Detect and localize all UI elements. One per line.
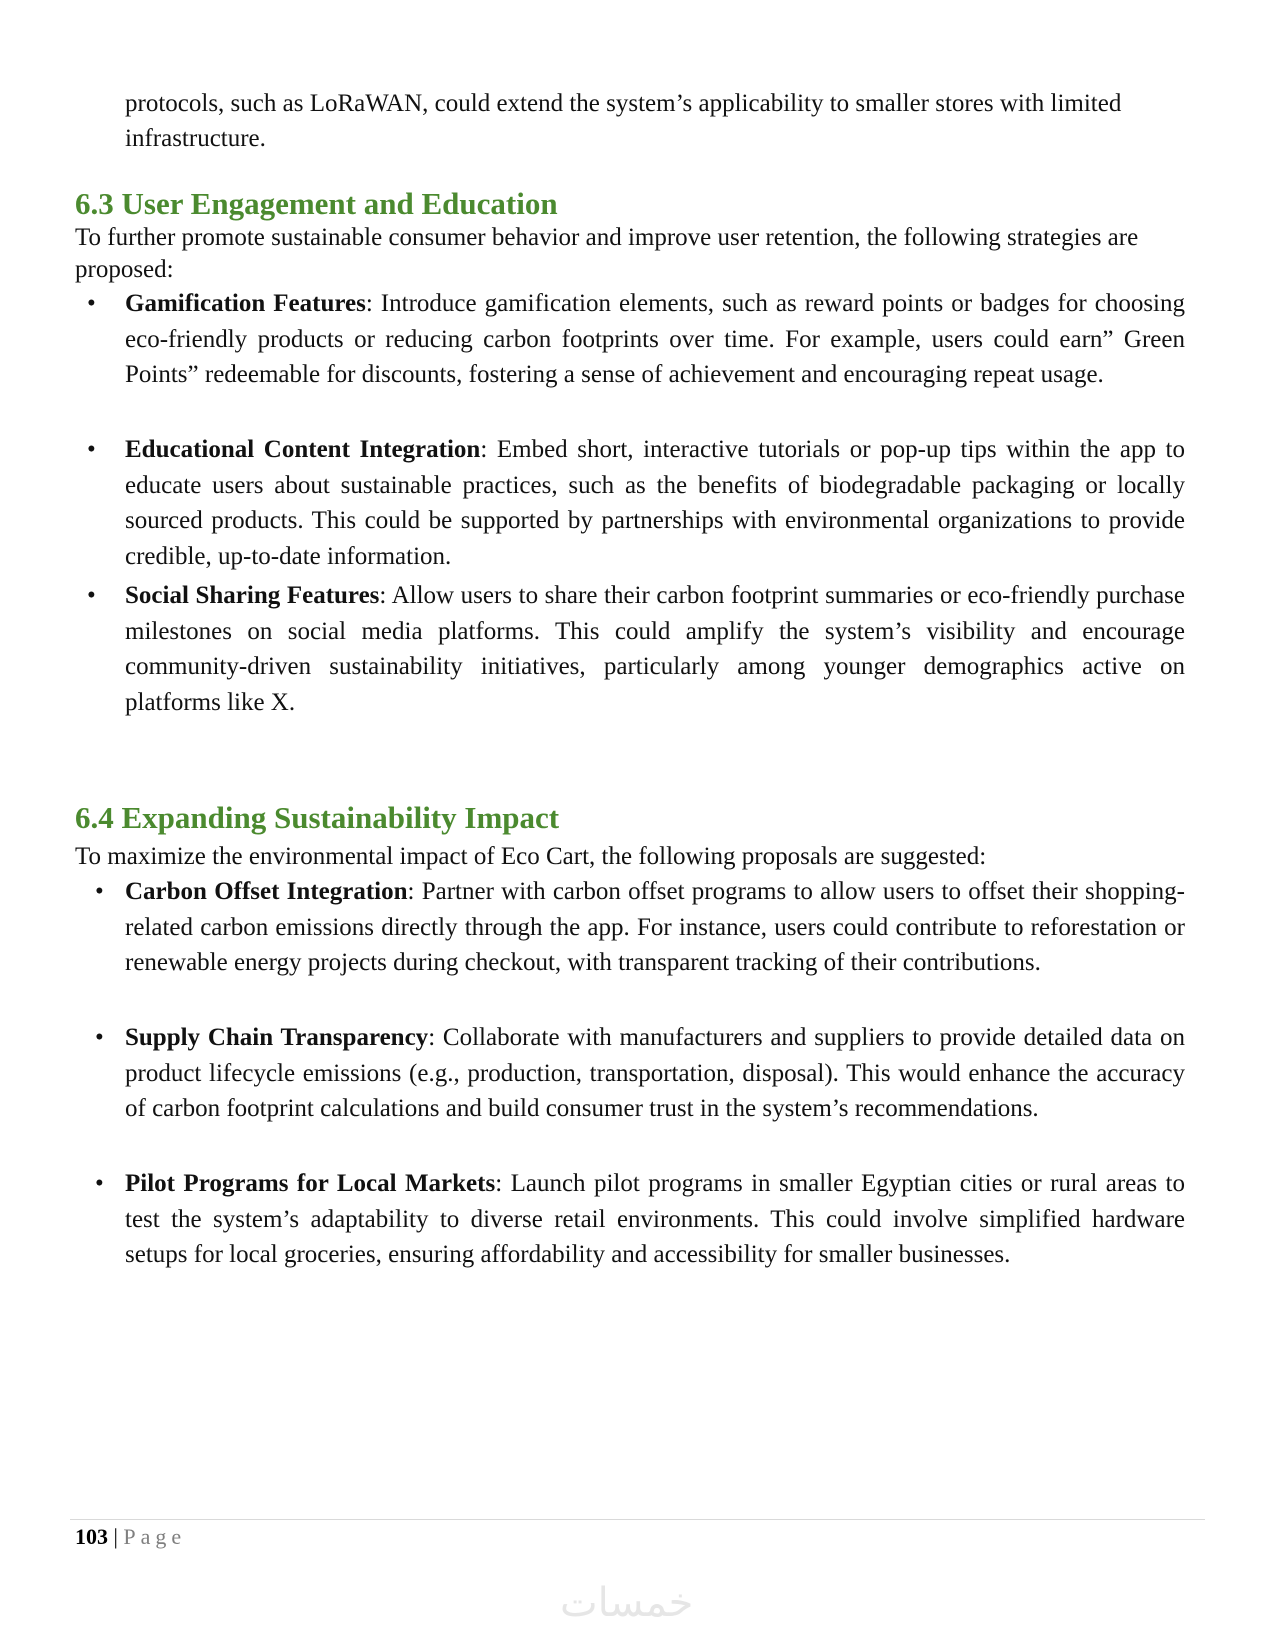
bullet-icon: • [87,436,96,463]
list-item-title: Pilot Programs for Local Markets [125,1170,496,1197]
list-item-text [125,1166,1185,1273]
list-item-body: : Launch pilot programs in smaller Egyptian cities or rural areas to test the system’s adaptability to diverse retail environments. This could involve simplified hardware setups for local groceries, ensuring affordability and accessibility for smaller businesses. [125,1170,1185,1268]
bullet-icon: • [87,290,96,317]
section-heading-6-3: 6.3 User Engagement and Education [75,186,558,221]
list-item-body: : Allow users to share their carbon footprint summaries or eco-friendly purchase milestones on social media platforms. This could amplify the system’s visibility and encourage community-driven sustainability initiatives, particularly among younger demographics active on platforms like X. [125,582,1186,716]
list-item-text [125,432,1185,574]
list-item-text [125,578,1185,720]
section-6-4-intro: To maximize the environmental impact of Eco Cart, the following proposals are suggested: [75,843,987,870]
list-item-body: : Partner with carbon offset programs to allow users to offset their shopping-related carbon emissions directly through the app. For instance, users could contribute to reforestation or renewable energy projects during checkout, with transparent tracking of their contributions. [125,878,1185,976]
list-item-title: Gamification Features [125,290,366,317]
section-6-3-intro: To further promote sustainable consumer behavior and improve user retention, the following strategies are proposed: [75,224,1139,283]
intro-continuation: protocols, such as LoRaWAN, could extend the system’s applicability to smaller stores with limited infrastructure. [125,90,1122,152]
list-item-title: Carbon Offset Integration [125,878,408,905]
section-heading-6-4: 6.4 Expanding Sustainability Impact [75,800,560,835]
footer-separator: | [113,1524,118,1549]
bullet-icon: • [95,1024,104,1051]
list-item-body: : Embed short, interactive tutorials or pop-up tips within the app to educate users about sustainable practices, such as the benefits of biodegradable packaging or locally sourced products. This could be supported by partnerships with environmental organizations to provide credible, up-to-date information. [125,436,1186,570]
list-item-title: Social Sharing Features [125,582,380,609]
list-item-body: : Collaborate with manufacturers and suppliers to provide detailed data on product lifecycle emissions (e.g., production, transportation, disposal). This would enhance the accuracy of carbon footprint calculations and build consumer trust in the system’s recommendations. [125,1024,1185,1122]
list-item-title: Educational Content Integration [125,436,481,463]
footer-divider [70,1519,1205,1520]
bullet-icon: • [95,1170,104,1197]
watermark-logo: خمسات [560,1580,694,1626]
page-label: Page [123,1524,187,1549]
list-item-title: Supply Chain Transparency [125,1024,429,1051]
list-item-body: : Introduce gamification elements, such as reward points or badges for choosing eco-friendly products or reducing carbon footprints over time. For example, users could earn” Green Points” redeemable for discounts, fostering a sense of achievement and encouraging repeat usage. [125,290,1185,388]
bullet-icon: • [87,582,96,609]
list-item-text [125,1020,1185,1127]
page-footer [75,1522,186,1552]
page-number: 103 [75,1524,108,1549]
bullet-icon: • [95,878,104,905]
list-item-text [125,874,1185,981]
list-item-text [125,286,1185,393]
